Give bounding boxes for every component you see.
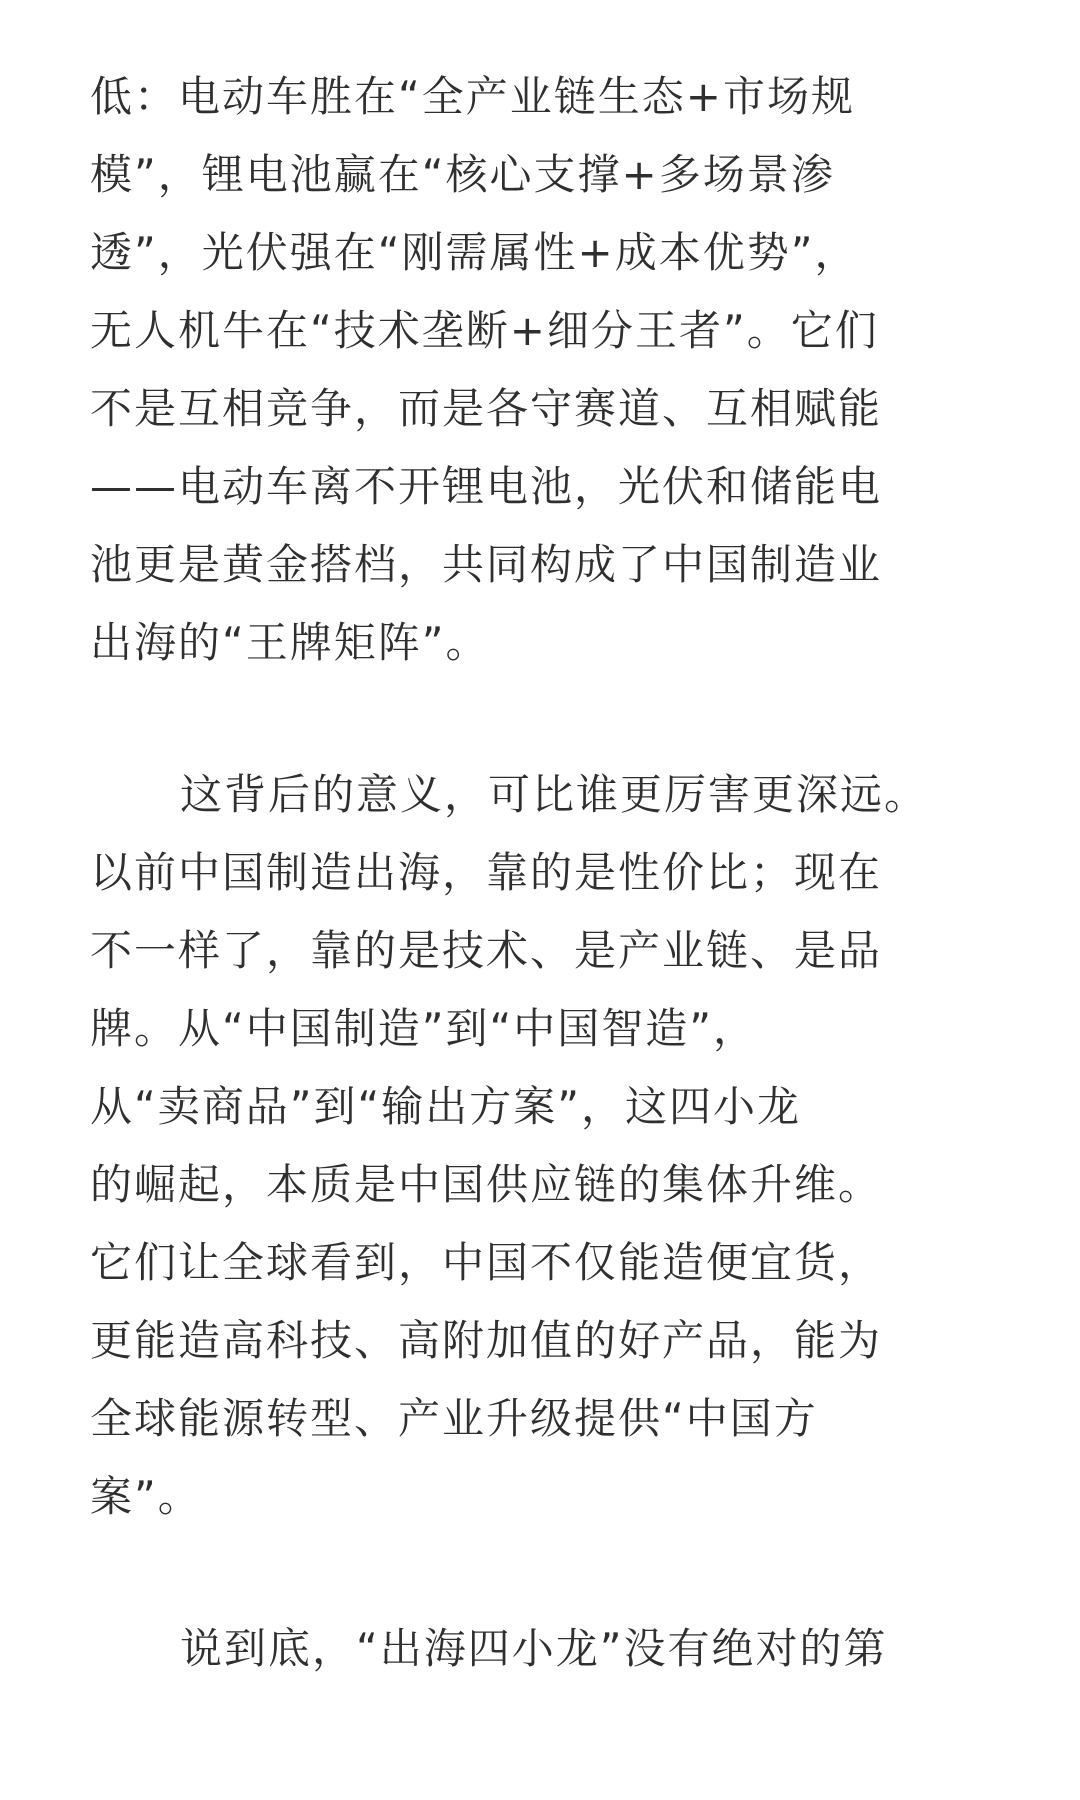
- paragraph-2-line-8: 更能造高科技、高附加值的好产品，能为: [90, 1316, 883, 1365]
- paragraph-3: [90, 1610, 990, 1688]
- paragraph-2-line-9: 全球能源转型、产业升级提供“中国方: [90, 1394, 818, 1443]
- paragraph-2-line-1: 这背后的意义，可比谁更厉害更深远。: [180, 770, 929, 819]
- paragraph-1: [90, 58, 990, 682]
- paragraph-1-line-6: ——电动车离不开锂电池，光伏和储能电: [90, 462, 883, 511]
- paragraph-2-line-10: 案”。: [90, 1472, 202, 1521]
- paragraph-1-line-5: 不是互相竞争，而是各守赛道、互相赋能: [90, 384, 883, 433]
- paragraph-1-line-4: 无人机牛在“技术垄断+细分王者”。它们: [90, 306, 879, 355]
- paragraph-2-line-7: 它们让全球看到，中国不仅能造便宜货，: [90, 1238, 883, 1287]
- paragraph-1-line-1: 低：电动车胜在“全产业链生态+市场规: [90, 72, 855, 121]
- paragraph-1-line-2: 模”，锂电池赢在“核心支撑+多场景渗: [90, 150, 835, 199]
- paragraph-3-line-1: 说到底，“出海四小龙”没有绝对的第: [180, 1624, 888, 1673]
- paragraph-1-line-3: 透”，光伏强在“刚需属性+成本优势”，: [90, 228, 859, 277]
- paragraph-2-line-5: 从“卖商品”到“输出方案”，这四小龙: [90, 1082, 802, 1131]
- paragraph-1-line-7: 池更是黄金搭档，共同构成了中国制造业: [90, 540, 883, 589]
- paragraph-2: [90, 756, 990, 1536]
- paragraph-2-line-6: 的崛起，本质是中国供应链的集体升维。: [90, 1160, 883, 1209]
- paragraph-2-line-4: 牌。从“中国制造”到“中国智造”，: [90, 1004, 758, 1053]
- paragraph-1-line-8: 出海的“王牌矩阵”。: [90, 618, 490, 667]
- paragraph-2-line-3: 不一样了，靠的是技术、是产业链、是品: [90, 926, 883, 975]
- article-body: [90, 58, 990, 1688]
- paragraph-2-line-2: 以前中国制造出海，靠的是性价比；现在: [90, 848, 883, 897]
